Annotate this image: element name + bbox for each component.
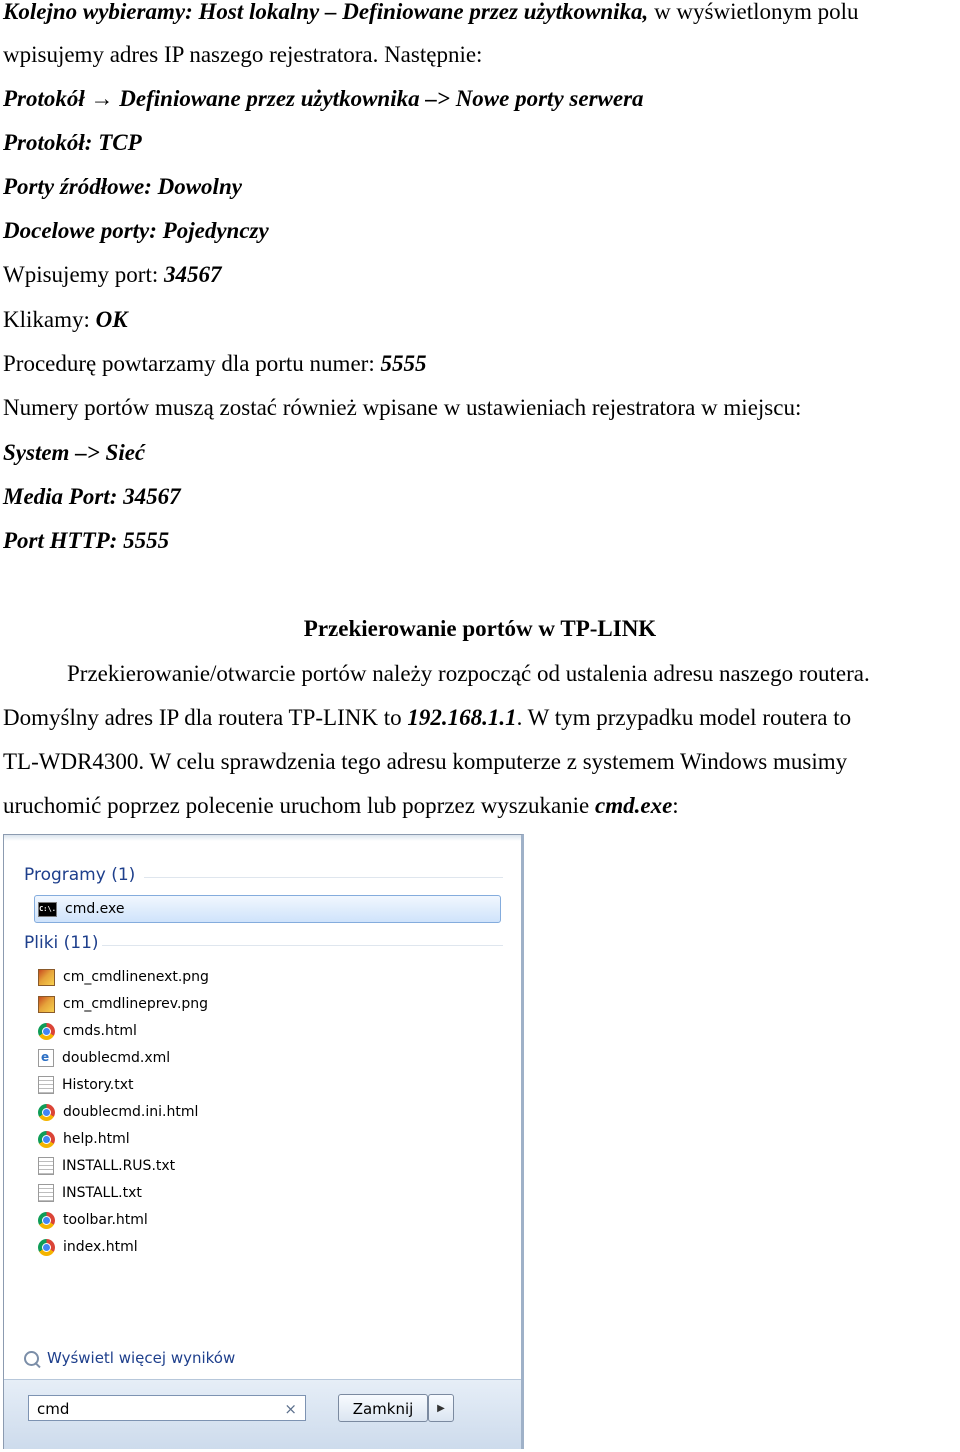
- txt-file-icon: [38, 1076, 54, 1094]
- file-item-label: index.html: [63, 1239, 138, 1255]
- text-line-9: Procedurę powtarzamy dla portu numer: 5555: [3, 351, 427, 376]
- more-results-label: Wyświetl więcej wyników: [47, 1349, 236, 1367]
- file-item-label: INSTALL.txt: [62, 1185, 142, 1201]
- files-group-header: Pliki (11): [24, 933, 99, 953]
- paragraph-line-3: TL-WDR4300. W celu sprawdzenia tego adresu komputerze z systemem Windows musimy: [3, 749, 848, 774]
- text-line-12: Media Port: 34567: [3, 484, 181, 509]
- file-item[interactable]: [38, 1208, 148, 1232]
- program-item-cmd-content[interactable]: [38, 897, 125, 921]
- search-icon: [24, 1351, 39, 1366]
- clear-search-icon[interactable]: ×: [284, 1400, 297, 1418]
- text-line-4: Protokół: TCP: [3, 130, 142, 155]
- programs-group-divider: [144, 877, 503, 878]
- file-item[interactable]: [38, 1154, 175, 1178]
- file-item[interactable]: [38, 992, 208, 1016]
- file-item-label: INSTALL.RUS.txt: [62, 1158, 176, 1174]
- xml-file-icon: [38, 1049, 54, 1067]
- file-item-label: doublecmd.xml: [62, 1050, 171, 1066]
- chrome-file-icon: [38, 1131, 55, 1148]
- search-input[interactable]: [28, 1395, 306, 1421]
- text-line-11: System –> Sieć: [3, 440, 146, 465]
- file-item-label: doublecmd.ini.html: [63, 1104, 199, 1120]
- chrome-file-icon: [38, 1104, 55, 1121]
- files-group-divider: [102, 945, 503, 946]
- file-item-label: History.txt: [62, 1077, 134, 1093]
- shutdown-button[interactable]: Zamknij: [338, 1394, 428, 1422]
- txt-file-icon: [38, 1157, 54, 1175]
- chrome-file-icon: [38, 1239, 55, 1256]
- file-item[interactable]: [38, 1127, 130, 1151]
- text-line-5: Porty źródłowe: Dowolny: [3, 174, 242, 199]
- text-line-3: Protokół → Definiowane przez użytkownika –> Nowe porty serwera: [3, 86, 644, 111]
- file-item-label: toolbar.html: [63, 1212, 148, 1228]
- file-item[interactable]: [38, 1235, 138, 1259]
- section-heading: Przekierowanie portów w TP-LINK: [303, 616, 657, 641]
- file-item[interactable]: [38, 965, 209, 989]
- txt-file-icon: [38, 1184, 54, 1202]
- cmd-icon: C:\.: [38, 902, 57, 917]
- text-line-1: Kolejno wybieramy: Host lokalny – Definiowane przez użytkownika, w wyświetlonym polu: [3, 0, 859, 24]
- shutdown-options-arrow-icon[interactable]: ▶: [428, 1394, 454, 1422]
- program-item-label: cmd.exe: [65, 901, 125, 917]
- paragraph-line-2: Domyślny adres IP dla routera TP-LINK to 192.168.1.1. W tym przypadku model routera to: [3, 705, 852, 730]
- paragraph-line-1: Przekierowanie/otwarcie portów należy rozpocząć od ustalenia adresu naszego routera.: [67, 661, 870, 686]
- file-item[interactable]: [38, 1019, 137, 1043]
- programs-group-header: Programy (1): [24, 865, 136, 885]
- png-file-icon: [38, 996, 55, 1013]
- file-item-label: cm_cmdlinenext.png: [63, 969, 209, 985]
- file-item[interactable]: [38, 1181, 142, 1205]
- file-item-label: help.html: [63, 1131, 130, 1147]
- start-menu-top-gradient: [4, 835, 521, 841]
- search-input-value: cmd: [37, 1400, 70, 1418]
- chrome-file-icon: [38, 1212, 55, 1229]
- paragraph-line-4: uruchomić poprzez polecenie uruchom lub poprzez wyszukanie cmd.exe:: [3, 793, 679, 818]
- text-line-2: wpisujemy adres IP naszego rejestratora. Następnie:: [3, 42, 483, 67]
- file-item-label: cm_cmdlineprev.png: [63, 996, 209, 1012]
- file-item-label: cmds.html: [63, 1023, 137, 1039]
- file-item[interactable]: [38, 1100, 198, 1124]
- start-menu-search-screenshot: [3, 834, 524, 1449]
- file-item[interactable]: [38, 1046, 170, 1070]
- text-line-13: Port HTTP: 5555: [3, 528, 170, 553]
- png-file-icon: [38, 969, 55, 986]
- text-line-6: Docelowe porty: Pojedynczy: [3, 218, 269, 243]
- text-line-10: Numery portów muszą zostać również wpisane w ustawieniach rejestratora w miejscu:: [3, 395, 802, 420]
- text-line-8: Klikamy: OK: [3, 307, 128, 332]
- text-line-7: Wpisujemy port: 34567: [3, 262, 222, 287]
- file-item[interactable]: [38, 1073, 134, 1097]
- more-results-link[interactable]: [24, 1349, 235, 1367]
- chrome-file-icon: [38, 1023, 55, 1040]
